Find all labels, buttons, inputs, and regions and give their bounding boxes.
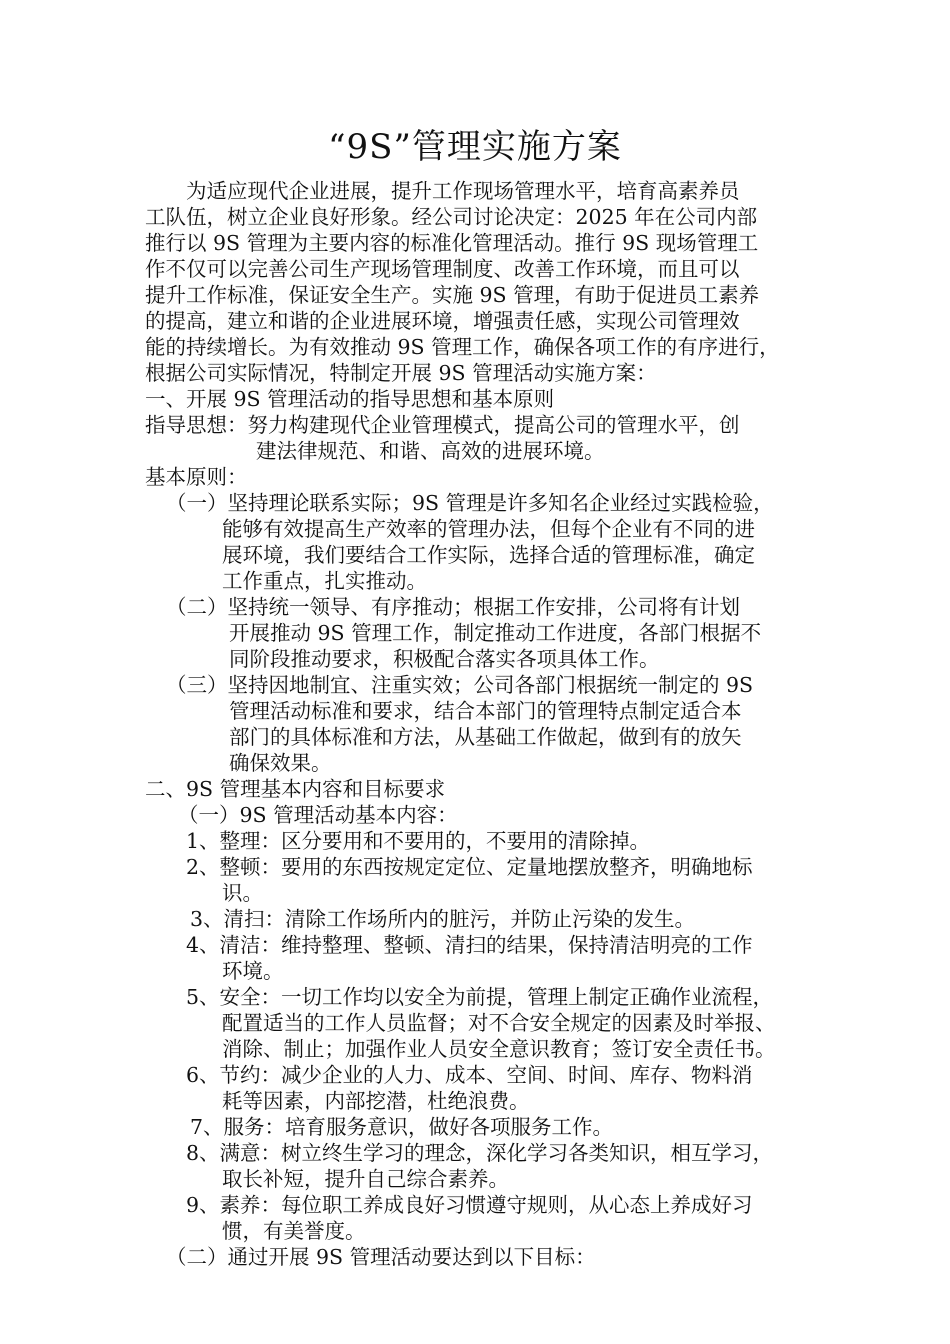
principle-line: （一）坚持理论联系实际；9S 管理是许多知名企业经过实践检验， xyxy=(166,491,774,515)
list-item: 4、清洁：维持整理、整顿、清扫的结果，保持清洁明亮的工作 xyxy=(186,933,753,957)
section-heading: 二、9S 管理基本内容和目标要求 xyxy=(145,777,446,801)
list-item: 7、服务：培育服务意识，做好各项服务工作。 xyxy=(190,1115,614,1139)
principle-line: 能够有效提高生产效率的管理办法，但每个企业有不同的进 xyxy=(222,517,755,541)
intro-line: 作不仅可以完善公司生产现场管理制度、改善工作环境，而且可以 xyxy=(145,257,740,281)
principle-line: 展环境，我们要结合工作实际，选择合适的管理标准，确定 xyxy=(222,543,755,567)
principle-line: （三）坚持因地制宜、注重实效；公司各部门根据统一制定的 9S xyxy=(166,673,754,697)
list-item: 取长补短，提升自己综合素养。 xyxy=(222,1167,509,1191)
list-item: 6、节约：减少企业的人力、成本、空间、时间、库存、物料消 xyxy=(186,1063,753,1087)
principle-line: 部门的具体标准和方法，从基础工作做起，做到有的放矢 xyxy=(229,725,742,749)
principle-line: 同阶段推动要求，积极配合落实各项具体工作。 xyxy=(229,647,660,671)
document-title: “9S”管理实施方案 xyxy=(328,127,622,167)
principle-line: （二）坚持统一领导、有序推动；根据工作安排，公司将有计划 xyxy=(166,595,740,619)
list-item: 9、素养：每位职工养成良好习惯遵守规则，从心态上养成好习 xyxy=(186,1193,753,1217)
list-item: 消除、制止；加强作业人员安全意识教育；签订安全责任书。 xyxy=(222,1037,776,1061)
intro-line: 能的持续增长。为有效推动 9S 管理工作，确保各项工作的有序进行， xyxy=(145,335,780,359)
principle-line: 工作重点，扎实推动。 xyxy=(222,569,427,593)
list-item: 1、整理：区分要用和不要用的，不要用的清除掉。 xyxy=(186,829,651,853)
principle-line: 管理活动标准和要求，结合本部门的管理特点制定适合本 xyxy=(229,699,742,723)
list-item: 识。 xyxy=(222,881,263,905)
intro-line: 推行以 9S 管理为主要内容的标准化管理活动。推行 9S 现场管理工 xyxy=(145,231,759,255)
list-item: 耗等因素，内部挖潜，杜绝浪费。 xyxy=(222,1089,530,1113)
subsection-heading: （二）通过开展 9S 管理活动要达到以下目标： xyxy=(166,1245,596,1269)
section-heading: 一、开展 9S 管理活动的指导思想和基本原则 xyxy=(145,387,555,411)
principle-line: 开展推动 9S 管理工作，制定推动工作进度，各部门根据不 xyxy=(229,621,762,645)
list-item: 惯，有美誉度。 xyxy=(222,1219,366,1243)
principles-label: 基本原则： xyxy=(145,465,248,489)
intro-line: 根据公司实际情况，特制定开展 9S 管理活动实施方案： xyxy=(145,361,657,385)
intro-line: 为适应现代企业进展，提升工作现场管理水平，培育高素养员 xyxy=(186,179,740,203)
list-item: 2、整顿：要用的东西按规定定位、定量地摆放整齐，明确地标 xyxy=(186,855,753,879)
list-item: 配置适当的工作人员监督；对不合安全规定的因素及时举报、 xyxy=(222,1011,776,1035)
principle-line: 确保效果。 xyxy=(229,751,332,775)
list-item: 3、清扫：清除工作场所内的脏污，并防止污染的发生。 xyxy=(190,907,696,931)
list-item: 5、安全：一切工作均以安全为前提，管理上制定正确作业流程， xyxy=(186,985,774,1009)
list-item: 8、满意：树立终生学习的理念，深化学习各类知识，相互学习， xyxy=(186,1141,774,1165)
intro-line: 提升工作标准，保证安全生产。实施 9S 管理，有助于促进员工素养 xyxy=(145,283,760,307)
guiding-line: 指导思想：努力构建现代企业管理模式，提高公司的管理水平，创 xyxy=(145,413,740,437)
subsection-heading: （一）9S 管理活动基本内容： xyxy=(178,803,458,827)
list-item: 环境。 xyxy=(222,959,284,983)
intro-line: 的提高，建立和谐的企业进展环境，增强责任感，实现公司管理效 xyxy=(145,309,740,333)
guiding-line: 建法律规范、和谐、高效的进展环境。 xyxy=(256,439,605,463)
intro-line: 工队伍，树立企业良好形象。经公司讨论决定：2025 年在公司内部 xyxy=(145,205,758,229)
